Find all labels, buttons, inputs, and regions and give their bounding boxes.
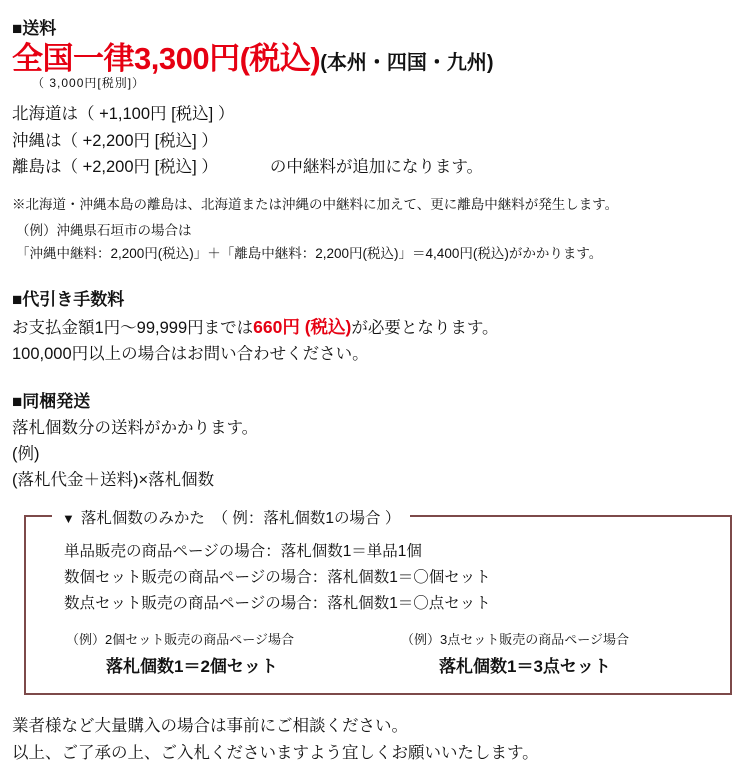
bid-count-line-3: 数点セット販売の商品ページの場合：落札個数1＝〇点セット bbox=[64, 595, 491, 613]
bid-count-example-2 bbox=[387, 629, 716, 677]
bid-count-explanation-box bbox=[24, 510, 732, 695]
bundle-line-2: (例) bbox=[12, 444, 40, 463]
region-suffix-text: の中継料が追加になります。 bbox=[269, 158, 484, 177]
bid-count-box-title-text: 落札個数のみかた （ 例：落札個数1の場合 ） bbox=[80, 510, 401, 528]
shipping-section bbox=[10, 14, 740, 265]
cod-line-1 bbox=[12, 314, 740, 342]
region-line-remote-text: 離島は（ +2,200円 [税込] ） bbox=[12, 158, 218, 177]
region-line-remote bbox=[12, 154, 740, 181]
cod-line-2: 100,000円以上の場合はお問い合わせください。 bbox=[12, 344, 369, 363]
bid-count-examples bbox=[58, 629, 716, 677]
shipping-headline bbox=[12, 43, 740, 74]
footer-line-2: 以上、ご了承の上、ご入札くださいますよう宜しくお願いいたします。 bbox=[12, 743, 539, 762]
bundle-line-1: 落札個数分の送料がかかります。 bbox=[12, 419, 259, 438]
cod-line-1-prefix: お支払金額1円～99,999円までは bbox=[12, 319, 254, 338]
footer-line-1: 業者様など大量購入の場合は事前にご相談ください。 bbox=[12, 717, 408, 736]
cod-fee-amount: 660円 (税込) bbox=[253, 317, 352, 338]
shipping-example-note-2: 「沖縄中継料：2,200円(税込)」＋「離島中継料：2,200円(税込)」＝4,400円(税込)がかかります。 bbox=[16, 246, 603, 262]
triangle-down-icon: ▼ bbox=[62, 511, 75, 527]
example-1-strong: 落札個数1＝2個セット bbox=[106, 657, 278, 677]
shipping-asterisk-note: ※北海道・沖縄本島の離島は、北海道または沖縄の中継料に加えて、更に離島中継料が発生します。 bbox=[12, 197, 619, 213]
shipping-region-list bbox=[12, 101, 740, 181]
region-line-hokkaido: 北海道は（ +1,100円 [税込] ） bbox=[12, 105, 235, 123]
example-2-strong: 落札個数1＝3点セット bbox=[439, 657, 611, 677]
bundle-heading: ■同梱発送 bbox=[12, 392, 91, 412]
shipping-heading: ■送料 bbox=[12, 19, 57, 38]
footer-notes bbox=[12, 713, 740, 766]
region-line-okinawa: 沖縄は（ +2,200円 [税込] ） bbox=[12, 131, 218, 150]
shipping-headline-price: 全国一律3,300円(税込) bbox=[12, 41, 321, 76]
shipping-example-note-1: （例）沖縄県石垣市の場合は bbox=[16, 223, 192, 239]
bid-count-box-title bbox=[52, 506, 410, 528]
bid-count-line-1: 単品販売の商品ページの場合：落札個数1＝単品1個 bbox=[64, 543, 422, 561]
shipping-headline-region: (本州・四国・九州) bbox=[320, 52, 494, 74]
shipping-tax-excluded-note: （ 3,000円[税別]） bbox=[32, 76, 146, 90]
bid-count-example-1 bbox=[58, 629, 387, 677]
example-2-head: （例）3点セット販売の商品ページ場合 bbox=[401, 632, 629, 648]
cod-heading: ■代引き手数料 bbox=[12, 290, 125, 310]
example-1-head: （例）2個セット販売の商品ページ場合 bbox=[66, 632, 294, 648]
bundle-line-3: (落札代金＋送料)×落札個数 bbox=[12, 470, 215, 489]
bid-count-line-2: 数個セット販売の商品ページの場合：落札個数1＝〇個セット bbox=[64, 569, 491, 587]
cod-fee-section bbox=[10, 285, 740, 367]
cod-line-1-suffix: が必要となります。 bbox=[351, 319, 499, 338]
bundle-section bbox=[10, 387, 740, 493]
